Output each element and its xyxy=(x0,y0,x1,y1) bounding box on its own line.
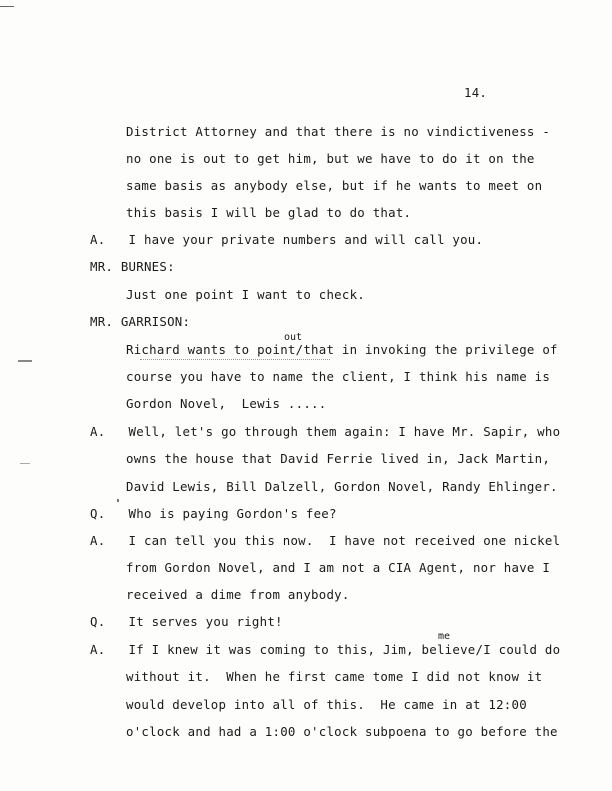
page-number: 14. xyxy=(464,85,488,100)
answer-line: A. If I knew it was coming to this, Jim, believe/I could do xyxy=(90,642,561,657)
transcript-line: course you have to name the client, I think his name is xyxy=(126,369,551,384)
speaker-label: MR. GARRISON: xyxy=(90,314,191,329)
margin-smudge xyxy=(20,463,30,464)
handwritten-insertion: me xyxy=(438,631,451,642)
transcript-line: no one is out to get him, but we have to do it on the xyxy=(126,151,535,166)
transcript-line: received a dime from anybody. xyxy=(126,587,350,602)
transcript-line: District Attorney and that there is no vindictiveness - xyxy=(126,124,551,139)
transcript-line: same basis as anybody else, but if he wants to meet on xyxy=(126,178,543,193)
answer-line: A. Well, let's go through them again: I have Mr. Sapir, who xyxy=(90,424,561,439)
question-line: Q. It serves you right! xyxy=(90,614,283,629)
handwritten-insertion: out xyxy=(284,332,303,343)
question-line: Q. Who is paying Gordon's fee? xyxy=(90,506,337,521)
transcript-line: owns the house that David Ferrie lived in, Jack Martin, xyxy=(126,451,551,466)
transcript-line: would develop into all of this. He came in at 12:00 xyxy=(126,697,527,712)
transcript-line: without it. When he first came tome I did not know it xyxy=(126,669,543,684)
speaker-label: MR. BURNES: xyxy=(90,259,175,274)
transcript-line: Just one point I want to check. xyxy=(126,287,366,302)
answer-line: A. I can tell you this now. I have not received one nickel xyxy=(90,533,561,548)
transcript-line: Gordon Novel, Lewis ..... xyxy=(126,396,327,411)
answer-line: A. I have your private numbers and will call you. xyxy=(90,232,484,247)
margin-smudge xyxy=(117,499,119,502)
corner-mark xyxy=(0,6,14,7)
transcript-line: from Gordon Novel, and I am not a CIA Agent, nor have I xyxy=(126,560,551,575)
dotted-underline xyxy=(140,359,330,360)
transcript-line: this basis I will be glad to do that. xyxy=(126,205,412,220)
transcript-line: Richard wants to point/that in invoking the privilege of xyxy=(126,342,558,357)
transcript-line: David Lewis, Bill Dalzell, Gordon Novel, Randy Ehlinger. xyxy=(126,479,558,494)
margin-smudge xyxy=(18,360,32,362)
transcript-line: o'clock and had a 1:00 o'clock subpoena to go before the xyxy=(126,724,558,739)
